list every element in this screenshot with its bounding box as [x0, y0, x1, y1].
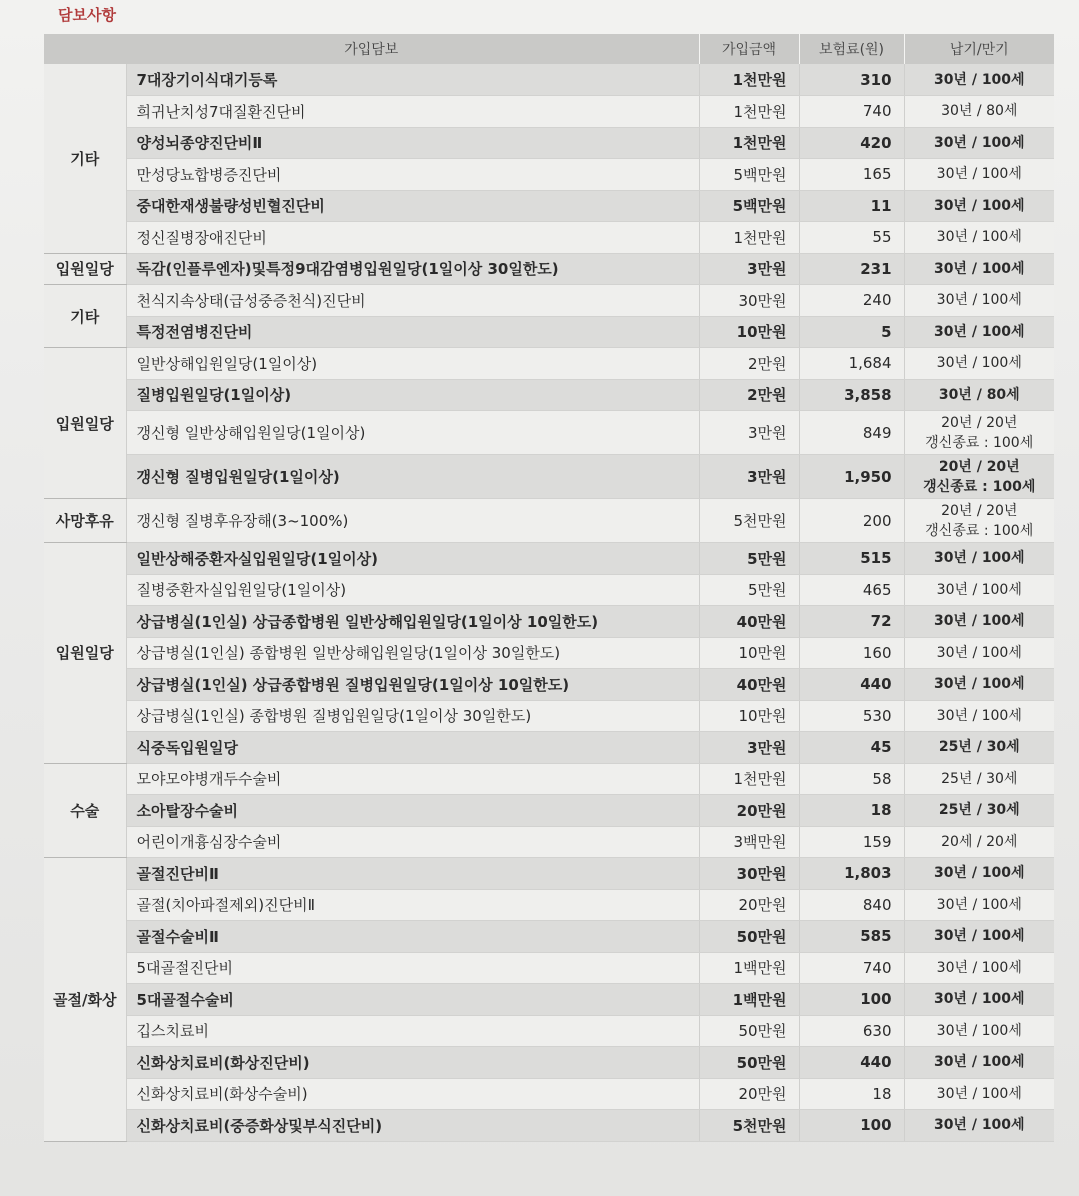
coverage-name-cell: 상급병실(1인실) 상급종합병원 질병입원일당(1일이상 10일한도)	[126, 669, 699, 701]
amount-cell: 3만원	[699, 411, 799, 455]
coverage-name-cell: 어린이개흉심장수술비	[126, 826, 699, 858]
period-text: 30년 / 80세	[938, 386, 1020, 403]
coverage-name-cell: 정신질병장애진단비	[126, 222, 699, 254]
table-row	[44, 669, 1054, 701]
premium-cell: 58	[799, 763, 904, 795]
period-text: 30년 / 100세	[936, 292, 1022, 309]
period-text: 30년 / 100세	[936, 229, 1022, 246]
coverage-name-cell: 특정전염병진단비	[126, 316, 699, 348]
coverage-name-cell: 5대골절진단비	[126, 952, 699, 984]
premium-cell: 849	[799, 411, 904, 455]
premium-cell: 1,684	[799, 348, 904, 380]
table-row	[44, 1047, 1054, 1079]
amount-cell: 5만원	[699, 574, 799, 606]
table-row	[44, 984, 1054, 1016]
table-row	[44, 379, 1054, 411]
amount-cell: 40만원	[699, 606, 799, 638]
premium-cell: 72	[799, 606, 904, 638]
period-text: 30년 / 100세	[933, 550, 1025, 567]
amount-cell: 1백만원	[699, 984, 799, 1016]
coverage-name-cell: 만성당뇨합병증진단비	[126, 159, 699, 191]
amount-cell: 1천만원	[699, 763, 799, 795]
amount-cell: 1천만원	[699, 222, 799, 254]
period-cell	[904, 455, 1054, 499]
amount-cell: 1백만원	[699, 952, 799, 984]
amount-cell: 3만원	[699, 732, 799, 764]
amount-cell: 10만원	[699, 316, 799, 348]
table-row	[44, 700, 1054, 732]
period-text: 30년 / 100세	[933, 197, 1025, 214]
period-cell	[904, 763, 1054, 795]
period-text: 20년 / 20년	[938, 458, 1020, 475]
amount-cell: 3만원	[699, 253, 799, 285]
period-cell	[904, 669, 1054, 701]
period-cell	[904, 1110, 1054, 1142]
period-cell	[904, 732, 1054, 764]
coverage-name-cell: 질병중환자실입원일당(1일이상)	[126, 574, 699, 606]
coverage-name-cell: 질병입원일당(1일이상)	[126, 379, 699, 411]
category-cell: 수술	[44, 763, 126, 858]
premium-cell: 240	[799, 285, 904, 317]
amount-cell: 1천만원	[699, 127, 799, 159]
premium-cell: 45	[799, 732, 904, 764]
period-cell	[904, 889, 1054, 921]
period-text: 30년 / 100세	[936, 1085, 1022, 1102]
premium-cell: 515	[799, 543, 904, 575]
period-cell	[904, 348, 1054, 380]
premium-cell: 55	[799, 222, 904, 254]
amount-cell: 5백만원	[699, 190, 799, 222]
period-cell	[904, 952, 1054, 984]
premium-cell: 165	[799, 159, 904, 191]
period-text: 25년 / 30세	[941, 770, 1018, 787]
premium-cell: 740	[799, 952, 904, 984]
premium-cell: 3,858	[799, 379, 904, 411]
period-cell	[904, 606, 1054, 638]
table-row	[44, 637, 1054, 669]
period-text: 30년 / 100세	[936, 959, 1022, 976]
table-row	[44, 96, 1054, 128]
premium-cell: 465	[799, 574, 904, 606]
premium-cell: 630	[799, 1015, 904, 1047]
coverage-name-cell: 신화상치료비(중증화상및부식진단비)	[126, 1110, 699, 1142]
period-text: 30년 / 100세	[933, 323, 1025, 340]
amount-cell: 3만원	[699, 455, 799, 499]
coverage-name-cell: 신화상치료비(화상수술비)	[126, 1078, 699, 1110]
period-text: 30년 / 100세	[936, 644, 1022, 661]
coverage-name-cell: 상급병실(1인실) 종합병원 질병입원일당(1일이상 30일한도)	[126, 700, 699, 732]
premium-cell: 18	[799, 1078, 904, 1110]
period-text: 30년 / 100세	[933, 71, 1025, 88]
amount-cell: 5천만원	[699, 1110, 799, 1142]
period-text: 30년 / 100세	[936, 581, 1022, 598]
coverage-name-cell: 천식지속상태(급성중증천식)진단비	[126, 285, 699, 317]
period-text: 30년 / 80세	[941, 103, 1018, 120]
coverage-name-cell: 갱신형 질병입원일당(1일이상)	[126, 455, 699, 499]
premium-cell: 1,803	[799, 858, 904, 890]
coverage-name-cell: 희귀난치성7대질환진단비	[126, 96, 699, 128]
renewal-end-text: 갱신종료 : 100세	[923, 478, 1036, 495]
period-cell	[904, 159, 1054, 191]
coverage-name-cell: 양성뇌종양진단비Ⅱ	[126, 127, 699, 159]
period-cell	[904, 499, 1054, 543]
table-row	[44, 285, 1054, 317]
premium-cell: 11	[799, 190, 904, 222]
amount-cell: 2만원	[699, 379, 799, 411]
period-text: 30년 / 100세	[933, 613, 1025, 630]
section-title: 담보사항	[58, 6, 116, 24]
premium-cell: 1,950	[799, 455, 904, 499]
period-cell	[904, 411, 1054, 455]
table-row	[44, 826, 1054, 858]
amount-cell: 20만원	[699, 889, 799, 921]
table-body	[44, 64, 1054, 1141]
category-cell: 기타	[44, 285, 126, 348]
period-cell	[904, 637, 1054, 669]
period-text: 30년 / 100세	[933, 1054, 1025, 1071]
coverage-name-cell: 상급병실(1인실) 종합병원 일반상해입원일당(1일이상 30일한도)	[126, 637, 699, 669]
category-cell: 입원일당	[44, 348, 126, 499]
period-cell	[904, 543, 1054, 575]
period-cell	[904, 1078, 1054, 1110]
premium-cell: 5	[799, 316, 904, 348]
coverage-name-cell: 갱신형 일반상해입원일당(1일이상)	[126, 411, 699, 455]
period-text: 30년 / 100세	[936, 896, 1022, 913]
period-cell	[904, 826, 1054, 858]
table-row	[44, 858, 1054, 890]
period-text: 30년 / 100세	[936, 707, 1022, 724]
category-cell: 기타	[44, 64, 126, 253]
period-text: 25년 / 30세	[938, 802, 1020, 819]
table-row	[44, 411, 1054, 455]
period-cell	[904, 190, 1054, 222]
category-cell: 입원일당	[44, 253, 126, 285]
coverage-name-cell: 소아탈장수술비	[126, 795, 699, 827]
period-cell	[904, 700, 1054, 732]
table-row	[44, 348, 1054, 380]
amount-cell: 50만원	[699, 1047, 799, 1079]
coverage-name-cell: 깁스치료비	[126, 1015, 699, 1047]
coverage-table	[44, 34, 1054, 1142]
amount-cell: 5백만원	[699, 159, 799, 191]
table-row	[44, 763, 1054, 795]
table-row	[44, 222, 1054, 254]
table-row	[44, 952, 1054, 984]
coverage-name-cell: 모야모야병개두수술비	[126, 763, 699, 795]
period-cell	[904, 285, 1054, 317]
table-row	[44, 455, 1054, 499]
premium-cell: 420	[799, 127, 904, 159]
period-text: 30년 / 100세	[936, 355, 1022, 372]
coverage-name-cell: 7대장기이식대기등록	[126, 64, 699, 96]
premium-cell: 310	[799, 64, 904, 96]
period-cell	[904, 253, 1054, 285]
premium-cell: 18	[799, 795, 904, 827]
table-row	[44, 499, 1054, 543]
coverage-name-cell: 중대한재생불량성빈혈진단비	[126, 190, 699, 222]
coverage-name-cell: 독감(인플루엔자)및특정9대감염병입원일당(1일이상 30일한도)	[126, 253, 699, 285]
header-coverage: 가입담보	[44, 34, 699, 64]
amount-cell: 3백만원	[699, 826, 799, 858]
amount-cell: 50만원	[699, 921, 799, 953]
amount-cell: 5만원	[699, 543, 799, 575]
amount-cell: 1천만원	[699, 64, 799, 96]
table-row	[44, 574, 1054, 606]
period-text: 30년 / 100세	[933, 1117, 1025, 1134]
coverage-name-cell: 상급병실(1인실) 상급종합병원 일반상해입원일당(1일이상 10일한도)	[126, 606, 699, 638]
coverage-name-cell: 골절수술비Ⅱ	[126, 921, 699, 953]
premium-cell: 740	[799, 96, 904, 128]
category-cell: 입원일당	[44, 543, 126, 764]
header-period: 납기/만기	[904, 34, 1054, 64]
period-text: 30년 / 100세	[936, 166, 1022, 183]
premium-cell: 100	[799, 984, 904, 1016]
period-cell	[904, 1047, 1054, 1079]
renewal-end-text: 갱신종료 : 100세	[925, 434, 1034, 451]
period-cell	[904, 316, 1054, 348]
period-cell	[904, 96, 1054, 128]
premium-cell: 440	[799, 669, 904, 701]
premium-cell: 231	[799, 253, 904, 285]
amount-cell: 10만원	[699, 637, 799, 669]
table-row	[44, 795, 1054, 827]
period-text: 30년 / 100세	[933, 928, 1025, 945]
premium-cell: 530	[799, 700, 904, 732]
period-cell	[904, 858, 1054, 890]
category-cell: 골절/화상	[44, 858, 126, 1142]
coverage-name-cell: 골절진단비Ⅱ	[126, 858, 699, 890]
period-text: 30년 / 100세	[933, 134, 1025, 151]
table-row	[44, 543, 1054, 575]
amount-cell: 2만원	[699, 348, 799, 380]
period-text: 30년 / 100세	[933, 260, 1025, 277]
coverage-name-cell: 골절(치아파절제외)진단비Ⅱ	[126, 889, 699, 921]
amount-cell: 20만원	[699, 1078, 799, 1110]
table-row	[44, 64, 1054, 96]
table-row	[44, 127, 1054, 159]
coverage-name-cell: 일반상해중환자실입원일당(1일이상)	[126, 543, 699, 575]
coverage-name-cell: 일반상해입원일당(1일이상)	[126, 348, 699, 380]
table-header-row	[44, 34, 1054, 64]
period-text: 30년 / 100세	[936, 1022, 1022, 1039]
table-row	[44, 606, 1054, 638]
table-row	[44, 253, 1054, 285]
period-cell	[904, 127, 1054, 159]
header-premium: 보험료(원)	[799, 34, 904, 64]
period-cell	[904, 984, 1054, 1016]
coverage-name-cell: 5대골절수술비	[126, 984, 699, 1016]
period-cell	[904, 222, 1054, 254]
amount-cell: 10만원	[699, 700, 799, 732]
amount-cell: 20만원	[699, 795, 799, 827]
period-text: 20년 / 20년	[941, 502, 1018, 519]
period-text: 20년 / 20년	[941, 414, 1018, 431]
period-cell	[904, 795, 1054, 827]
coverage-name-cell: 갱신형 질병후유장해(3~100%)	[126, 499, 699, 543]
amount-cell: 30만원	[699, 285, 799, 317]
period-cell	[904, 574, 1054, 606]
table-row	[44, 732, 1054, 764]
premium-cell: 159	[799, 826, 904, 858]
premium-cell: 100	[799, 1110, 904, 1142]
period-text: 30년 / 100세	[933, 676, 1025, 693]
amount-cell: 50만원	[699, 1015, 799, 1047]
period-cell	[904, 379, 1054, 411]
amount-cell: 40만원	[699, 669, 799, 701]
coverage-name-cell: 신화상치료비(화상진단비)	[126, 1047, 699, 1079]
table-row	[44, 159, 1054, 191]
amount-cell: 30만원	[699, 858, 799, 890]
amount-cell: 5천만원	[699, 499, 799, 543]
table-row	[44, 190, 1054, 222]
amount-cell: 1천만원	[699, 96, 799, 128]
period-text: 30년 / 100세	[933, 991, 1025, 1008]
premium-cell: 440	[799, 1047, 904, 1079]
table-row	[44, 889, 1054, 921]
table-row	[44, 316, 1054, 348]
category-cell: 사망후유	[44, 499, 126, 543]
period-cell	[904, 921, 1054, 953]
premium-cell: 840	[799, 889, 904, 921]
table-row	[44, 1078, 1054, 1110]
table-row	[44, 1110, 1054, 1142]
premium-cell: 585	[799, 921, 904, 953]
table-row	[44, 1015, 1054, 1047]
premium-cell: 200	[799, 499, 904, 543]
period-text: 20세 / 20세	[941, 833, 1018, 850]
period-text: 25년 / 30세	[938, 739, 1020, 756]
period-text: 30년 / 100세	[933, 865, 1025, 882]
table-row	[44, 921, 1054, 953]
renewal-end-text: 갱신종료 : 100세	[925, 522, 1034, 539]
period-cell	[904, 64, 1054, 96]
premium-cell: 160	[799, 637, 904, 669]
header-amount: 가입금액	[699, 34, 799, 64]
coverage-name-cell: 식중독입원일당	[126, 732, 699, 764]
period-cell	[904, 1015, 1054, 1047]
